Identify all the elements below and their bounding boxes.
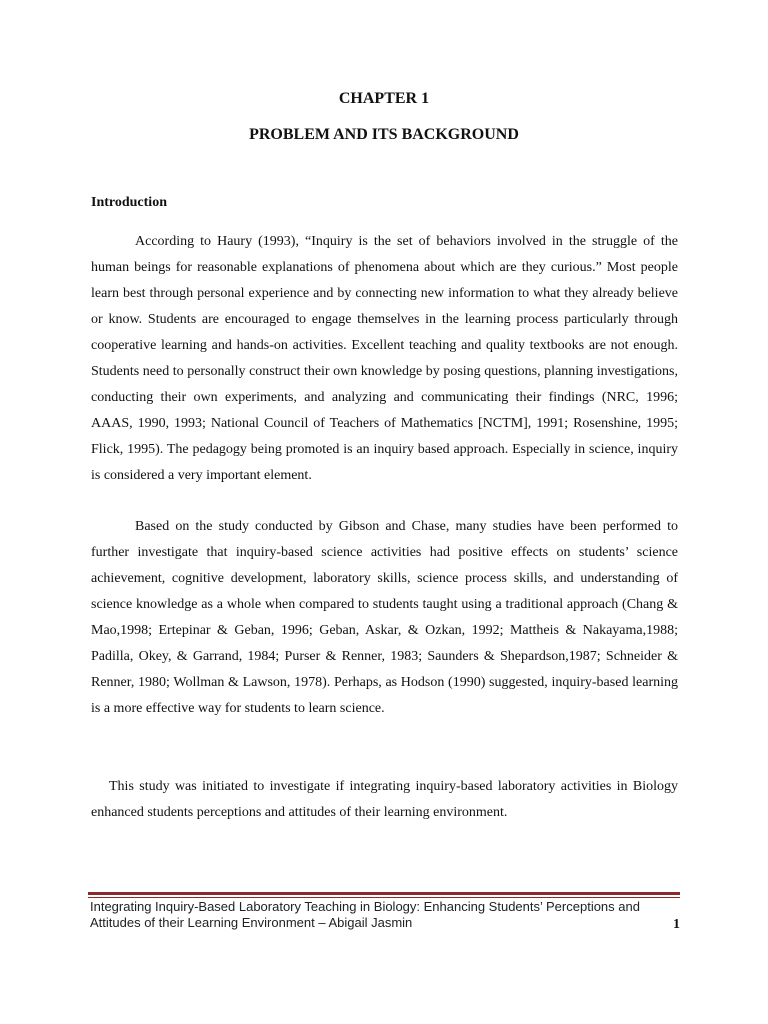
paragraph-1: According to Haury (1993), “Inquiry is the set of behaviors involved in the struggle of the human beings for reasonable explanations of phenomena about which are they curious.” Most people learn best through personal experience and by connecting new information to what they already believe or know. Students are encouraged to engage themselves in the learning process particularly through cooperative learning and hands-on activities. Excellent teaching and quality textbooks are not enough. Students need to personally construct their own knowledge by posing questions, planning investigations, conducting their own experiments, and analyzing and communicating their findings (NRC, 1996; AAAS, 1990, 1993; National Council of Teachers of Mathematics [NCTM], 1991; Rosenshine, 1995; Flick, 1995). The pedagogy being promoted is an inquiry based approach. Especially in science, inquiry is considered a very important element. xyxy=(91,234,678,483)
footer-rule-thick xyxy=(88,892,680,895)
section-heading-introduction: Introduction xyxy=(91,195,167,210)
chapter-number: CHAPTER 1 xyxy=(338,90,430,107)
paragraph-3: This study was initiated to investigate if integrating inquiry-based laboratory activities in Biology enhanced students perceptions and attitudes of their learning environment. xyxy=(91,779,678,820)
page-number: 1 xyxy=(673,917,680,932)
chapter-title: PROBLEM AND ITS BACKGROUND xyxy=(249,126,519,143)
footer-rule-thin xyxy=(88,897,680,898)
paragraph-2: Based on the study conducted by Gibson and Chase, many studies have been performed to further investigate that inquiry-based science activities had positive effects on students’ science achievement, cognitive development, laboratory skills, science process skills, and understanding of science knowledge as a whole when compared to students taught using a traditional approach (Chang & Mao,1998; Ertepinar & Geban, 1996; Geban, Askar, & Ozkan, 1992; Mattheis & Nakayama,1988; Padilla, Okey, & Garrand, 1984; Purser & Renner, 1983; Saunders & Shepardson,1987; Schneider & Renner, 1980; Wollman & Lawson, 1978). Perhaps, as Hodson (1990) suggested, inquiry-based learning is a more effective way for students to learn science. xyxy=(91,519,678,716)
footer-running-title: Integrating Inquiry-Based Laboratory Teaching in Biology: Enhancing Students’ Perceptions and Attitudes of their Learning Environment – Abigail Jasmin xyxy=(90,899,640,930)
